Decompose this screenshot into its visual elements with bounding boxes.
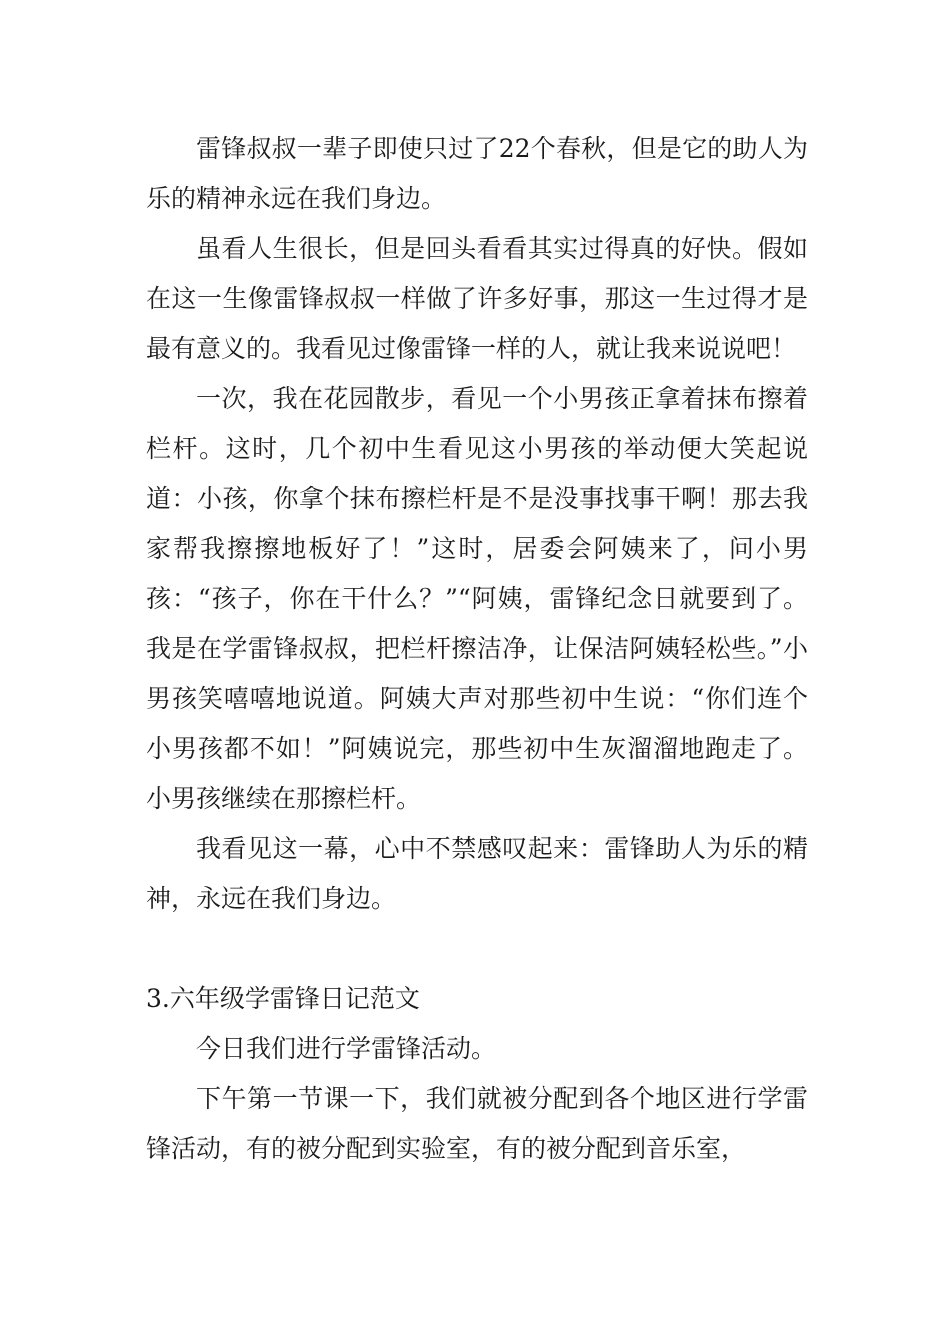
- paragraph-4: 我看见这一幕，心中不禁感叹起来：雷锋助人为乐的精神，永远在我们身边。: [146, 834, 808, 913]
- paragraph-2: 虽看人生很长，但是回头看看其实过得真的好快。假如在这一生像雷锋叔叔一样做了许多好事，那这一生过得才是最有意义的。我看见过像雷锋一样的人，就让我来说说吧！: [146, 234, 808, 363]
- paragraph-5: 今日我们进行学雷锋活动。: [196, 1034, 497, 1063]
- document-body: [146, 124, 808, 1174]
- paragraph-6: 下午第一节课一下，我们就被分配到各个地区进行学雷锋活动，有的被分配到实验室，有的被分配到音乐室，: [146, 1084, 808, 1163]
- paragraph-3: 一次，我在花园散步，看见一个小男孩正拿着抹布擦着栏杆。这时，几个初中生看见这小男孩的举动便大笑起说道：小孩，你拿个抹布擦栏杆是不是没事找事干啊！那去我家帮我擦擦地板好了！”这时，居委会阿姨来了，问小男孩：“孩子，你在干什么？”“阿姨，雷锋纪念日就要到了。我是在学雷锋叔叔，把栏杆擦洁净，让保洁阿姨轻松些。”小男孩笑嘻嘻地说道。阿姨大声对那些初中生说：“你们连个小男孩都不如！”阿姨说完，那些初中生灰溜溜地跑走了。小男孩继续在那擦栏杆。: [146, 384, 808, 813]
- paragraph-1: 雷锋叔叔一辈子即使只过了22个春秋，但是它的助人为乐的精神永远在我们身边。: [146, 134, 808, 213]
- section-heading: 3.六年级学雷锋日记范文: [146, 984, 420, 1013]
